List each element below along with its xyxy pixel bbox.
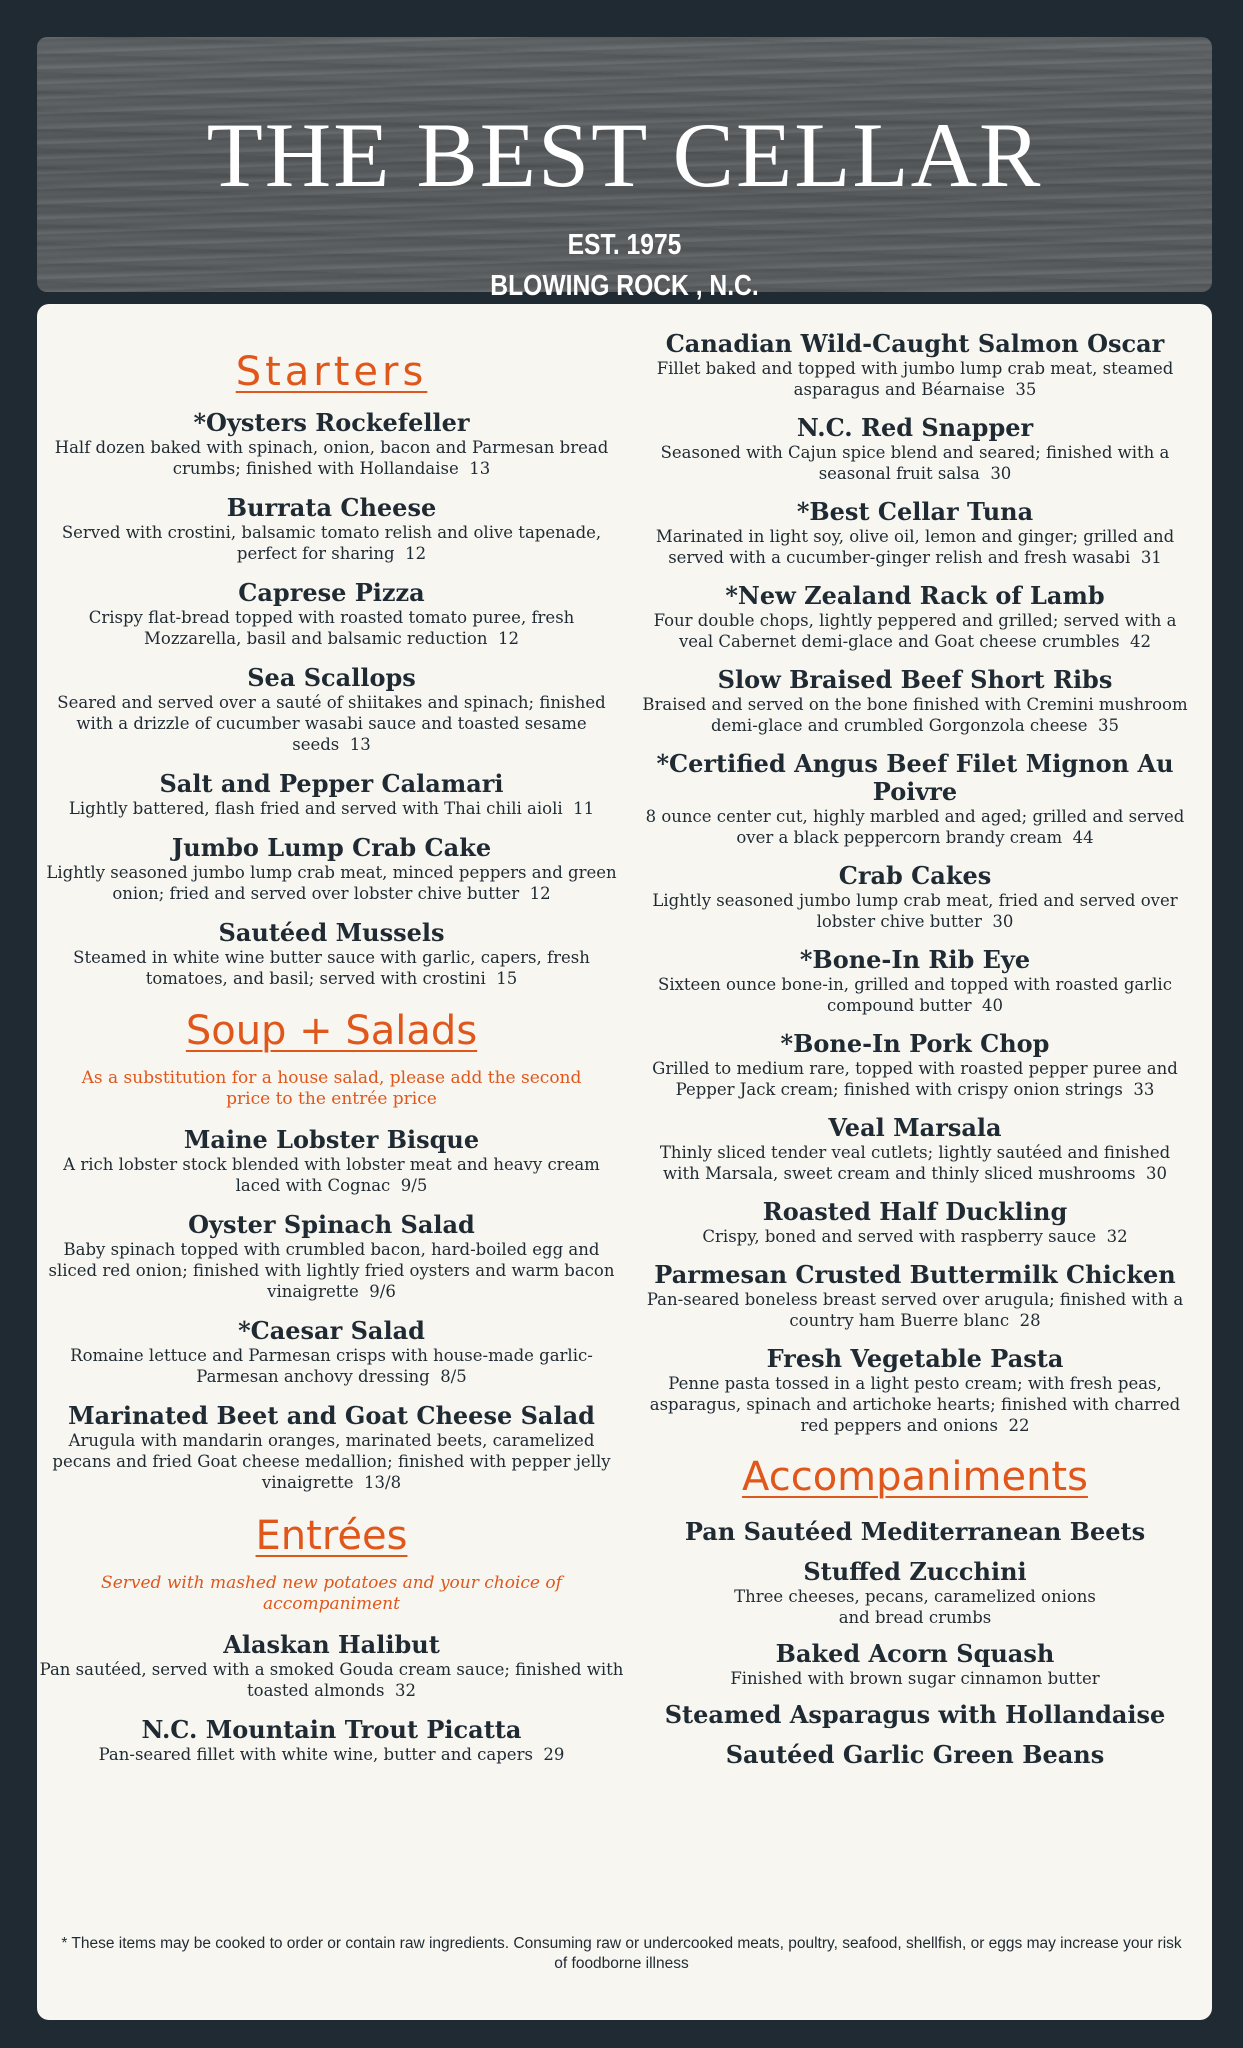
menu-item-price: 30: [1145, 1164, 1167, 1183]
accompaniment-description: Three cheeses, pecans, caramelized onions and bread crumbs: [734, 1587, 1096, 1627]
menu-item-price: 40: [981, 996, 1003, 1015]
menu-item-description: [640, 442, 1190, 484]
menu-item: [640, 498, 1190, 568]
menu-item: [39, 1317, 624, 1387]
menu-item: [39, 664, 624, 755]
menu-item-desc-text: Sixteen ounce bone-in, grilled and topped with roasted garlic compound butter: [658, 975, 1172, 1015]
menu-item-description: [640, 1373, 1190, 1436]
menu-item-description: [39, 692, 624, 755]
restaurant-title: THE BEST CELLAR: [206, 104, 1043, 206]
menu-item-name: *Certified Angus Beef Filet Mignon Au Poivre: [656, 749, 1174, 806]
menu-item-name: *Caesar Salad: [238, 1316, 425, 1345]
menu-item-name: N.C. Red Snapper: [796, 413, 1034, 442]
menu-item-description: [39, 1154, 624, 1196]
menu-item-desc-text: Romaine lettuce and Parmesan crisps with house-made garlic-Parmesan anchovy dressing: [70, 1346, 593, 1386]
menu-item: [39, 1211, 624, 1302]
menu-item-price: 22: [1008, 1416, 1030, 1435]
menu-item-description: [39, 437, 624, 479]
menu-item: [640, 946, 1190, 1016]
menu-item-desc-text: Lightly battered, flash fried and served with Thai chili aioli: [68, 799, 563, 818]
menu-item-description: [39, 522, 624, 564]
menu-item-desc-text: Served with crostini, balsamic tomato relish and olive tapenade, perfect for sharing: [61, 523, 602, 563]
menu-item-price: 8/5: [440, 1367, 467, 1386]
menu-item-desc-text: Arugula with mandarin oranges, marinated beets, caramelized pecans and fried Goat cheese medallion; finished with pepper jelly vinaigrette: [52, 1431, 611, 1492]
menu-item-desc-text: Penne pasta tossed in a light pesto cream; with fresh peas, asparagus, spinach and artichoke hearts; finished with charred red peppers and onions: [649, 1374, 1181, 1435]
menu-item-description: [39, 607, 624, 649]
menu-item-desc-text: Thinly sliced tender veal cutlets; lightly sautéed and finished with Marsala, sweet cream and thinly sliced mushrooms: [659, 1143, 1171, 1183]
menu-item-name: *Bone-In Rib Eye: [799, 945, 1031, 974]
menu-item-description: [640, 1289, 1190, 1331]
menu-item-desc-text: 8 ounce center cut, highly marbled and aged; grilled and served over a black peppercorn brandy cream: [645, 807, 1185, 847]
menu-item-description: [640, 1226, 1190, 1247]
menu-item-description: [39, 1430, 624, 1493]
menu-item-price: 12: [529, 884, 551, 903]
entrees-left-list: [39, 1631, 624, 1765]
menu-item-name: *Best Cellar Tuna: [796, 497, 1034, 526]
menu-item-name: Marinated Beet and Goat Cheese Salad: [68, 1401, 595, 1430]
menu-item-name: Parmesan Crusted Buttermilk Chicken: [654, 1260, 1176, 1289]
menu-item-name: Fresh Vegetable Pasta: [766, 1344, 1064, 1373]
menu-item: [640, 1345, 1190, 1436]
menu-item-name: Roasted Half Duckling: [762, 1197, 1068, 1226]
menu-item-description: [640, 974, 1190, 1016]
menu-item-name: Burrata Cheese: [226, 493, 437, 522]
menu-item-desc-text: Four double chops, lightly peppered and grilled; served with a veal Cabernet demi-glace and Goat cheese crumbles: [653, 611, 1177, 651]
left-column: [39, 345, 624, 1780]
menu-item-price: 30: [992, 912, 1014, 931]
allergy-footnote: * These items may be cooked to order or contain raw ingredients. Consuming raw or undercooked meats, poultry, seafood, shellfish, or eggs may increase your risk of foodborne illness: [61, 1935, 1182, 1972]
menu-header: [37, 37, 1212, 302]
accompaniment-item: [640, 1701, 1190, 1729]
menu-item-description: [640, 1058, 1190, 1100]
menu-item-price: 13: [349, 735, 371, 754]
menu-item-name: Caprese Pizza: [238, 578, 425, 607]
menu-item: [39, 1716, 624, 1765]
right-column: [640, 330, 1190, 1781]
menu-item-price: 13/8: [364, 1473, 402, 1492]
menu-item: [640, 666, 1190, 736]
menu-item: [39, 1402, 624, 1493]
menu-item: [640, 1030, 1190, 1100]
menu-item-price: 29: [543, 1745, 565, 1764]
menu-item: [640, 862, 1190, 932]
soups-list: [39, 1126, 624, 1493]
menu-item-desc-text: Lightly seasoned jumbo lump crab meat, fried and served over lobster chive butter: [652, 891, 1178, 931]
menu-item-name: Jumbo Lump Crab Cake: [171, 833, 492, 862]
accompaniment-item: [640, 1518, 1190, 1546]
menu-item: [39, 1126, 624, 1196]
menu-item-name: Slow Braised Beef Short Ribs: [717, 665, 1113, 694]
accompaniment-item: [640, 1741, 1190, 1769]
accompaniment-name: Steamed Asparagus with Hollandaise: [664, 1700, 1166, 1729]
menu-item: [39, 579, 624, 649]
menu-item-price: 32: [1106, 1227, 1128, 1246]
menu-item: [39, 834, 624, 904]
menu-item-desc-text: Half dozen baked with spinach, onion, bacon and Parmesan bread crumbs; finished with Hollandaise: [54, 438, 609, 478]
menu-item: [640, 1198, 1190, 1247]
menu-item-name: *Bone-In Pork Chop: [780, 1029, 1050, 1058]
menu-item-description: [640, 806, 1190, 848]
menu-item-desc-text: Pan-seared fillet with white wine, butter and capers: [98, 1745, 533, 1764]
menu-item-price: 12: [405, 544, 427, 563]
menu-item-description: [640, 1142, 1190, 1184]
menu-item-desc-text: Seared and served over a sauté of shiitakes and spinach; finished with a drizzle of cucumber wasabi sauce and toasted sesame seeds: [57, 693, 606, 754]
menu-item-name: *Oysters Rockefeller: [193, 408, 470, 437]
menu-item-price: 30: [990, 464, 1012, 483]
menu-item-price: 44: [1072, 828, 1094, 847]
menu-item-desc-text: Seasoned with Cajun spice blend and seared; finished with a seasonal fruit salsa: [660, 443, 1170, 483]
menu-item: [39, 1631, 624, 1701]
menu-item: [640, 1261, 1190, 1331]
menu-item: [640, 1114, 1190, 1184]
menu-item-price: 33: [1133, 1080, 1155, 1099]
menu-item-description: [39, 1239, 624, 1302]
menu-item-price: 42: [1130, 632, 1152, 651]
menu-item: [39, 409, 624, 479]
menu-item-name: Veal Marsala: [828, 1113, 1002, 1142]
menu-item: [39, 919, 624, 989]
entrees-note: Served with mashed new potatoes and your choice of accompaniment: [101, 1573, 562, 1614]
menu-item-name: Alaskan Halibut: [223, 1630, 440, 1659]
menu-item-price: 28: [1019, 1311, 1041, 1330]
menu-item-name: Canadian Wild-Caught Salmon Oscar: [665, 329, 1165, 358]
menu-item: [640, 330, 1190, 400]
menu-item-description: [640, 610, 1190, 652]
menu-item: [640, 582, 1190, 652]
menu-item-name: N.C. Mountain Trout Picatta: [141, 1715, 522, 1744]
menu-item-name: Crab Cakes: [838, 861, 992, 890]
location: BLOWING ROCK , N.C.: [490, 270, 759, 302]
menu-item-name: Sea Scallops: [247, 663, 416, 692]
menu-item-description: [39, 947, 624, 989]
menu-item-desc-text: Marinated in light soy, olive oil, lemon and ginger; grilled and served with a cucumber-ginger relish and fresh wasabi: [655, 527, 1175, 567]
section-title-soups-salads: Soup + Salads: [185, 1008, 478, 1054]
menu-item-name: Salt and Pepper Calamari: [159, 769, 504, 798]
accompaniment-description: Finished with brown sugar cinnamon butter: [730, 1669, 1100, 1688]
menu-item-name: Maine Lobster Bisque: [183, 1125, 480, 1154]
menu-item-desc-text: Lightly seasoned jumbo lump crab meat, minced peppers and green onion; fried and served over lobster chive butter: [46, 863, 617, 903]
section-title-entrees: Entrées: [255, 1513, 408, 1559]
menu-item-name: Oyster Spinach Salad: [188, 1210, 475, 1239]
menu-item-desc-text: Steamed in white wine butter sauce with garlic, capers, fresh tomatoes, and basil; served with crostini: [73, 948, 590, 988]
menu-item-price: 35: [1098, 716, 1120, 735]
menu-item-description: [640, 358, 1190, 400]
menu-item-description: [39, 1744, 624, 1765]
menu-item-price: 35: [1015, 380, 1037, 399]
menu-item-description: [640, 694, 1190, 736]
menu-item-description: [640, 526, 1190, 568]
menu-item-price: 13: [469, 459, 491, 478]
menu-item-desc-text: Crispy, boned and served with raspberry sauce: [702, 1227, 1097, 1246]
accompaniment-name: Baked Acorn Squash: [775, 1639, 1055, 1668]
menu-item-name: Sautéed Mussels: [218, 918, 445, 947]
accompaniment-name: Pan Sautéed Mediterranean Beets: [684, 1517, 1146, 1546]
menu-item-desc-text: Crispy flat-bread topped with roasted tomato puree, fresh Mozzarella, basil and balsamic reduction: [88, 608, 575, 648]
menu-item-desc-text: Pan-seared boneless breast served over arugula; finished with a country ham Buerre blanc: [646, 1290, 1184, 1330]
menu-item-desc-text: A rich lobster stock blended with lobster meat and heavy cream laced with Cognac: [63, 1155, 600, 1195]
menu-item: [640, 750, 1190, 848]
menu-item-desc-text: Pan sautéed, served with a smoked Gouda cream sauce; finished with toasted almonds: [39, 1660, 624, 1700]
soups-note: As a substitution for a house salad, please add the second price to the entrée price: [81, 1068, 582, 1109]
menu-item-price: 11: [573, 799, 595, 818]
accompaniments-list: [640, 1518, 1190, 1769]
menu-item-desc-text: Fillet baked and topped with jumbo lump crab meat, steamed asparagus and Béarnaise: [656, 359, 1174, 399]
accompaniment-name: Sautéed Garlic Green Beans: [725, 1740, 1105, 1769]
menu-item-price: 12: [497, 629, 519, 648]
menu-item-description: [39, 1659, 624, 1701]
menu-item: [39, 494, 624, 564]
menu-item-description: [39, 862, 624, 904]
menu-item: [640, 414, 1190, 484]
menu-item-price: 15: [496, 969, 518, 988]
menu-item-desc-text: Grilled to medium rare, topped with roasted pepper puree and Pepper Jack cream; finished with crispy onion strings: [652, 1059, 1178, 1099]
menu-item-description: [640, 890, 1190, 932]
menu-item-desc-text: Baby spinach topped with crumbled bacon, hard-boiled egg and sliced red onion; finished with lightly fried oysters and warm bacon vinaigrette: [48, 1240, 615, 1301]
menu-item-desc-text: Braised and served on the bone finished with Cremini mushroom demi-glace and crumbled Gorgonzola cheese: [642, 695, 1188, 735]
section-title-accompaniments: Accompaniments: [742, 1454, 1088, 1500]
established-year: EST. 1975: [567, 229, 682, 261]
menu-item: [39, 770, 624, 819]
entrees-right-list: [640, 330, 1190, 1436]
menu-item-price: 32: [394, 1681, 416, 1700]
accompaniment-item: [640, 1640, 1190, 1689]
accompaniment-name: Stuffed Zucchini: [803, 1557, 1027, 1586]
menu-item-price: 9/6: [369, 1282, 396, 1301]
menu-item-description: [39, 1345, 624, 1387]
menu-item-name: *New Zealand Rack of Lamb: [725, 581, 1105, 610]
starters-list: [39, 409, 624, 989]
section-title-starters: Starters: [235, 349, 428, 395]
menu-item-price: 9/5: [400, 1176, 428, 1195]
menu-item-description: [39, 798, 624, 819]
menu-item-price: 31: [1140, 548, 1162, 567]
accompaniment-item: [640, 1558, 1190, 1628]
